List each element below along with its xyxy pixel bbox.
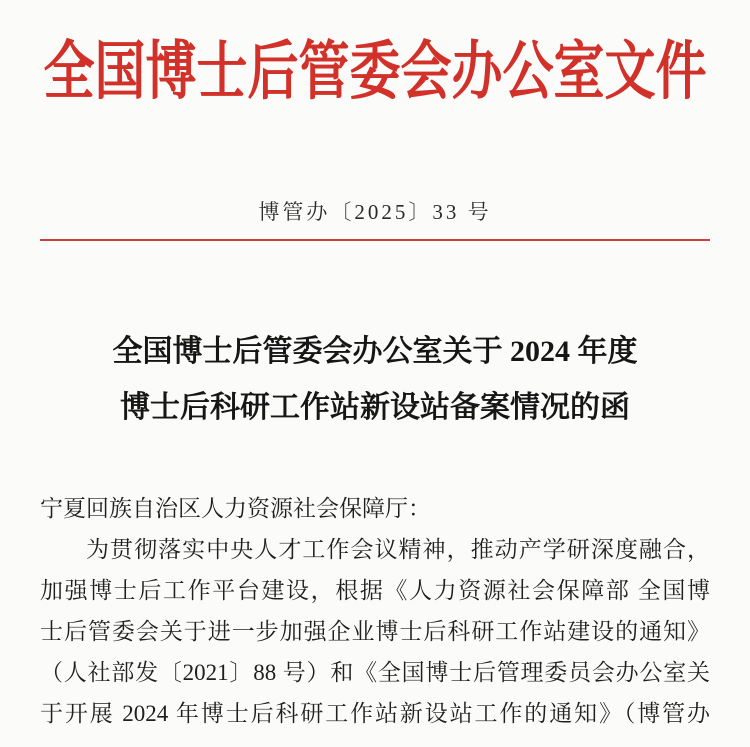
recipient-line: 宁夏回族自治区人力资源社会保障厅： xyxy=(40,496,431,521)
body-line: 士后管委会关于进一步加强企业博士后科研工作站建设的通知》 xyxy=(40,619,710,644)
red-divider xyxy=(40,239,710,241)
body-line: （人社部发〔2021〕88 号）和《全国博士后管理委员会办公室关 xyxy=(40,660,710,685)
letterhead-title: 全国博士后管委会办公室文件 xyxy=(43,38,707,108)
document-number: 博管办〔2025〕33 号 xyxy=(258,200,492,224)
body-line: 于开展 2024 年博士后科研工作站新设站工作的通知》（博管办 xyxy=(40,701,710,726)
document-title-line1: 全国博士后管委会办公室关于 2024 年度 xyxy=(112,335,638,368)
document-title xyxy=(40,333,710,427)
body-line: 加强博士后工作平台建设，根据《人力资源社会保障部 全国博 xyxy=(40,578,710,603)
body-line: 为贯彻落实中央人才工作会议精神，推动产学研深度融合， xyxy=(86,537,710,562)
document-title-line2: 博士后科研工作站新设站备案情况的函 xyxy=(120,391,630,424)
document-body xyxy=(40,488,710,734)
